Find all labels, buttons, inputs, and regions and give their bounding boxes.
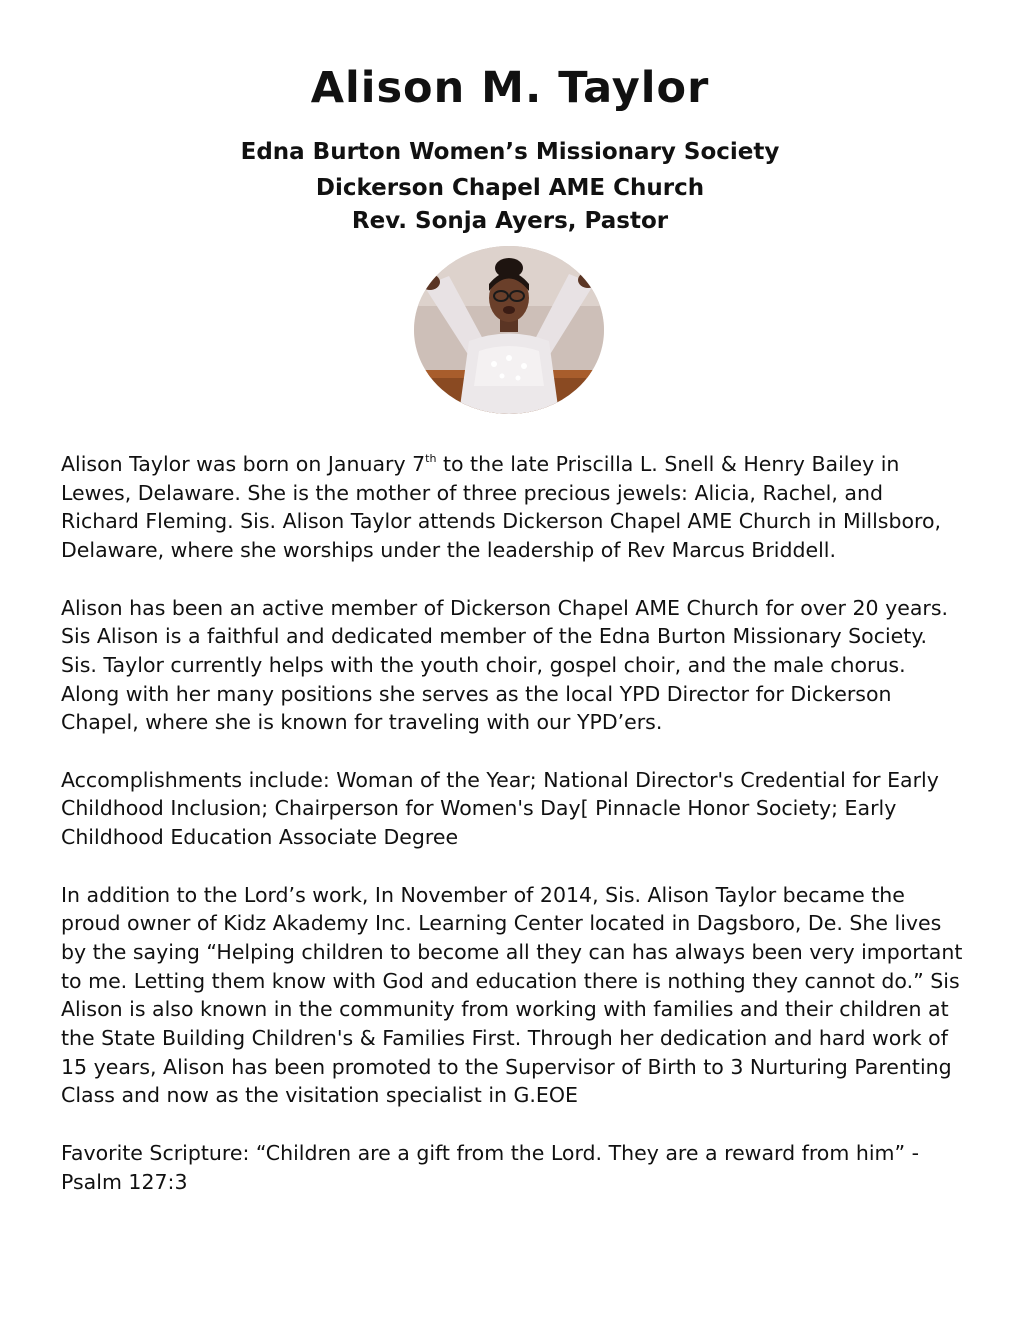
- pastor-heading: Rev. Sonja Ayers, Pastor: [351, 208, 669, 234]
- biography-text: [61, 450, 966, 1225]
- biography-paragraph-membership: Alison has been an active member of Dickerson Chapel AME Church for over 20 years. Sis Alison is a faithful and dedicated member of the Edna Burton Missionary Society. Sis. Taylor currently helps with the youth choir, gospel choir, and the male chorus. Along with her many positions she serves as the local YPD Director for Dickerson Chapel, where she is known for traveling with our YPD’ers.: [61, 595, 949, 735]
- church-heading: Dickerson Chapel AME Church: [315, 175, 705, 201]
- page-title: Alison M. Taylor: [310, 63, 710, 113]
- portrait-photo: [414, 246, 604, 414]
- ordinal-superscript: th: [425, 452, 437, 465]
- birth-text-start: Alison Taylor was born on January 7: [61, 452, 426, 476]
- biography-paragraph-accomplishments: Accomplishments include: Woman of the Year; National Director's Credential for Early Childhood Inclusion; Chairperson for Women's Day[ Pinnacle Honor Society; Early Childhood Education Associate Degree: [61, 767, 939, 850]
- birth-text-end: to the late Priscilla L. Snell & Henry Bailey in Lewes, Delaware. She is the mother of three precious jewels: Alicia, Rachel, and Richard Fleming. Sis. Alison Taylor attends Dickerson Chapel AME Church in Millsboro, Delaware, where she worships under the leadership of Rev Marcus Briddell.: [61, 452, 942, 563]
- biography-paragraph-birth: [61, 450, 966, 565]
- biography-paragraph-career: In addition to the Lord’s work, In November of 2014, Sis. Alison Taylor became the proud owner of Kidz Akademy Inc. Learning Center located in Dagsboro, De. She lives by the saying “Helping children to become all they can has always been very important to me. Letting them know with God and education there is nothing they cannot do.” Sis Alison is also known in the community from working with families and their children at the State Building Children's & Families First. Through her dedication and hard work of 15 years, Alison has been promoted to the Supervisor of Birth to 3 Nurturing Parenting Class and now as the visitation specialist in G.EOE: [61, 882, 963, 1108]
- society-heading: Edna Burton Women’s Missionary Society: [240, 139, 780, 165]
- favorite-scripture: Favorite Scripture: “Children are a gift from the Lord. They are a reward from him” - Psalm 127:3: [61, 1140, 920, 1194]
